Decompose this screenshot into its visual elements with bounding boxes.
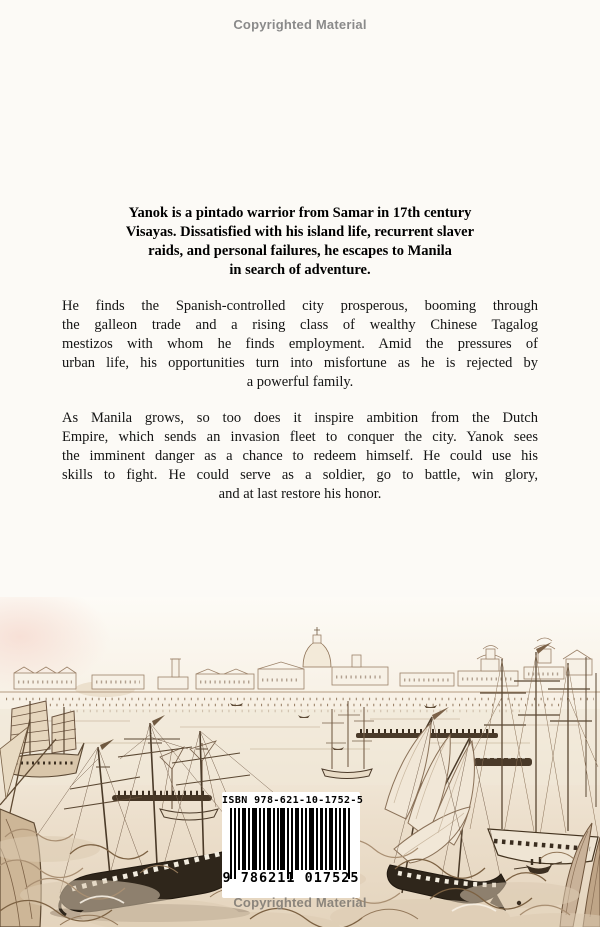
synopsis-paragraph-2: He finds the Spanish-controlled city prosperous, booming through the galleon trade and a rising class of wealthy Chinese Tagalog mestizos with whom he finds employment. Amid the pressures of urban life, his opportunities turn into misfortune as he is rejected by a powerful family.	[62, 298, 538, 390]
synopsis	[62, 204, 538, 521]
isbn-label: ISBN 978-621-10-1752-5	[222, 795, 364, 806]
copyright-notice-bottom: Copyrighted Material	[233, 895, 367, 910]
synopsis-paragraph-1: Yanok is a pintado warrior from Samar in 17th century Visayas. Dissatisfied with his island life, recurrent slaver raids, and personal failures, he escapes to Manila in search of adventure.	[125, 205, 475, 278]
harbor-water	[0, 703, 600, 785]
barcode-number: 9 786211 017525	[222, 870, 360, 886]
barcode-box	[222, 792, 364, 898]
synopsis-paragraph-3: As Manila grows, so too does it inspire ambition from the Dutch Empire, which sends an invasion fleet to conquer the city. Yanok sees the imminent danger as a chance to redeem himself. He could use his skills to fight. He could serve as a soldier, go to battle, win glory, and at last restore his honor.	[62, 410, 538, 502]
copyright-notice-top: Copyrighted Material	[233, 17, 367, 32]
